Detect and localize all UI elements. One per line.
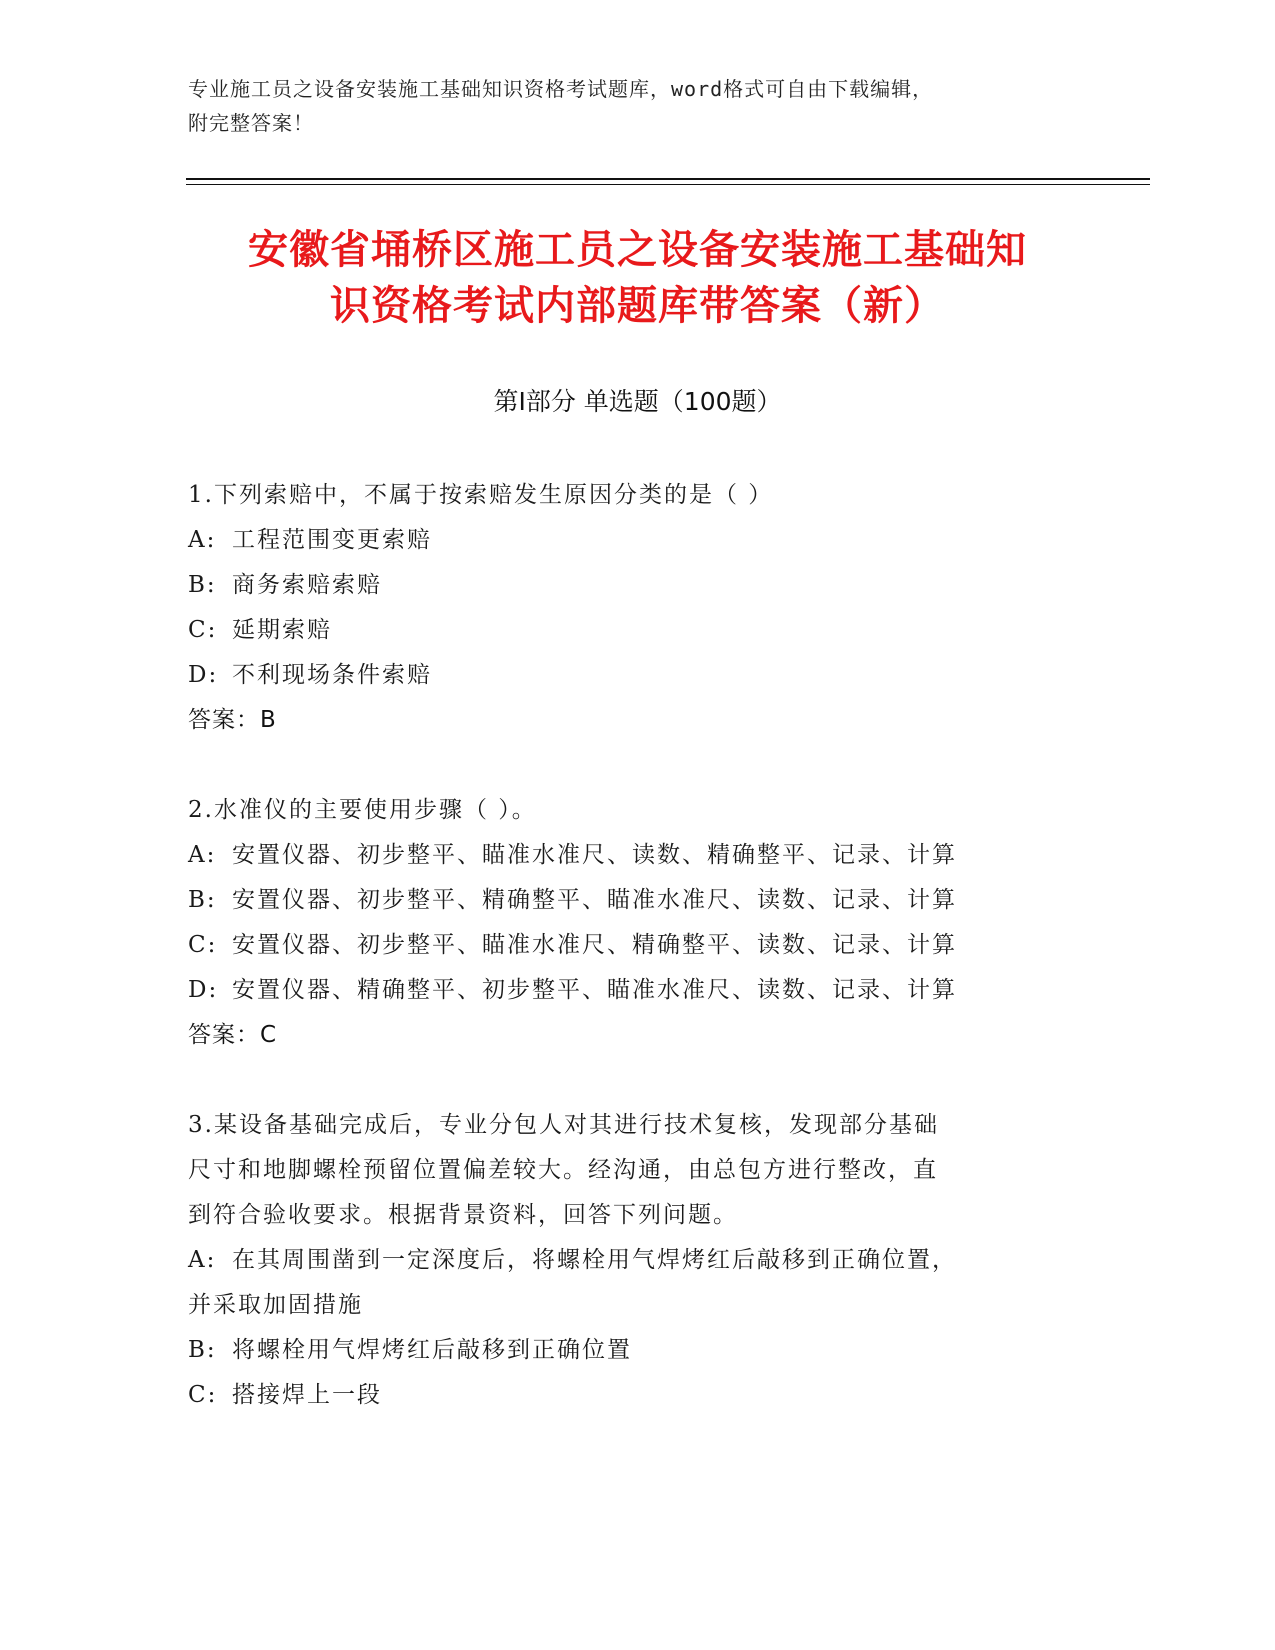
option-key: A: bbox=[188, 1247, 217, 1273]
document-title bbox=[160, 222, 1115, 334]
option-d bbox=[188, 968, 1088, 1013]
option-key: B: bbox=[188, 887, 217, 913]
question-1 bbox=[188, 473, 1088, 743]
header-note bbox=[188, 72, 1068, 140]
option-c bbox=[188, 1373, 1088, 1418]
question-3 bbox=[188, 1103, 1088, 1418]
question-stem: 1.下列索赔中，不属于按索赔发生原因分类的是（ ） bbox=[188, 482, 774, 508]
document-title-line-2: 识资格考试内部题库带答案（新） bbox=[330, 283, 945, 329]
option-key: A: bbox=[188, 842, 217, 868]
option-c bbox=[188, 923, 1088, 968]
option-a-continuation: 并采取加固措施 bbox=[188, 1292, 363, 1318]
option-key: D: bbox=[188, 977, 219, 1003]
option-text: 安置仪器、初步整平、瞄准水准尺、读数、精确整平、记录、计算 bbox=[232, 842, 957, 868]
question-2 bbox=[188, 788, 1088, 1058]
option-text: 安置仪器、初步整平、瞄准水准尺、精确整平、读数、记录、计算 bbox=[232, 932, 957, 958]
option-key: C: bbox=[188, 617, 218, 643]
question-stem: 2.水准仪的主要使用步骤（ ）。 bbox=[188, 797, 537, 823]
option-text: 工程范围变更索赔 bbox=[232, 527, 432, 553]
option-key: D: bbox=[188, 662, 219, 688]
option-b bbox=[188, 563, 1088, 608]
answer-line: 答案：B bbox=[188, 707, 277, 733]
option-b bbox=[188, 1328, 1088, 1373]
question-stem-line-2: 尺寸和地脚螺栓预留位置偏差较大。经沟通，由总包方进行整改，直 bbox=[188, 1157, 938, 1183]
option-d bbox=[188, 653, 1088, 698]
header-divider-thin bbox=[186, 184, 1150, 185]
option-text: 不利现场条件索赔 bbox=[232, 662, 432, 688]
header-note-line-1: 专业施工员之设备安装施工基础知识资格考试题库，word格式可自由下载编辑， bbox=[188, 77, 934, 101]
section-title: 第Ⅰ部分 单选题（100题） bbox=[493, 387, 782, 416]
option-key: C: bbox=[188, 932, 218, 958]
option-key: A: bbox=[188, 527, 217, 553]
option-text-line-1: 在其周围凿到一定深度后，将螺栓用气焊烤红后敲移到正确位置， bbox=[232, 1247, 957, 1273]
document-title-line-1: 安徽省埇桥区施工员之设备安装施工基础知 bbox=[248, 227, 1027, 273]
header-divider-thick bbox=[186, 178, 1150, 180]
option-key: B: bbox=[188, 1337, 217, 1363]
option-key: C: bbox=[188, 1382, 218, 1408]
option-a bbox=[188, 1238, 1088, 1283]
option-text: 延期索赔 bbox=[232, 617, 332, 643]
option-a bbox=[188, 518, 1088, 563]
option-text: 将螺栓用气焊烤红后敲移到正确位置 bbox=[232, 1337, 632, 1363]
question-stem-line-1: 3.某设备基础完成后，专业分包人对其进行技术复核，发现部分基础 bbox=[188, 1112, 939, 1138]
question-stem-line-3: 到符合验收要求。根据背景资料，回答下列问题。 bbox=[188, 1202, 738, 1228]
option-text: 搭接焊上一段 bbox=[232, 1382, 382, 1408]
option-text: 安置仪器、初步整平、精确整平、瞄准水准尺、读数、记录、计算 bbox=[232, 887, 957, 913]
answer-line: 答案：C bbox=[188, 1022, 278, 1048]
question-list bbox=[188, 473, 1088, 1463]
option-c bbox=[188, 608, 1088, 653]
header-note-line-2: 附完整答案！ bbox=[188, 111, 314, 135]
option-key: B: bbox=[188, 572, 217, 598]
option-text: 商务索赔索赔 bbox=[232, 572, 382, 598]
option-text: 安置仪器、精确整平、初步整平、瞄准水准尺、读数、记录、计算 bbox=[232, 977, 957, 1003]
option-b bbox=[188, 878, 1088, 923]
option-a bbox=[188, 833, 1088, 878]
